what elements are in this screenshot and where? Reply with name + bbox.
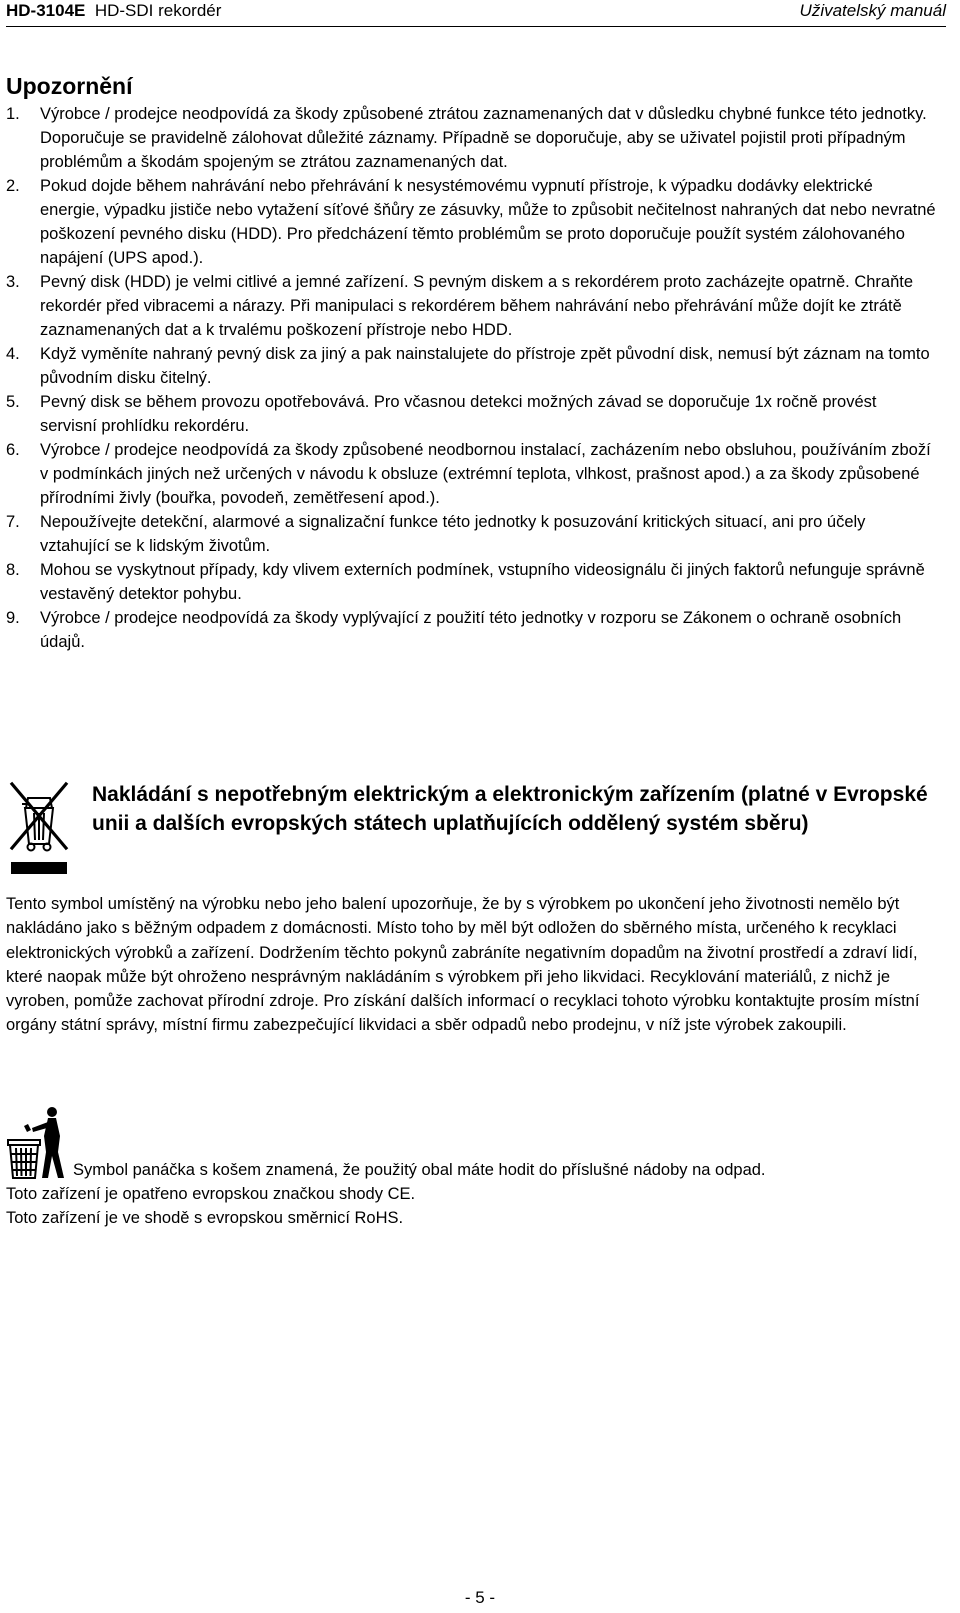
list-item — [6, 390, 936, 438]
header-manual: Uživatelský manuál — [799, 1, 946, 20]
warnings-list — [6, 102, 936, 654]
page-header — [6, 0, 946, 27]
compliance-text — [6, 1182, 415, 1230]
item-number: 4. — [6, 345, 20, 363]
item-number: 2. — [6, 177, 20, 195]
list-item — [6, 174, 936, 270]
person-with-bin-icon — [6, 1106, 68, 1180]
item-text: Výrobce / prodejce neodpovídá za škody způsobené ztrátou zaznamenaných dat v důsledku chybné funkce této jednotky. Doporučuje se pravidelně zálohovat důležité záznamy. Případně se doporučuje, aby se uživatel pojistil proti případným problémům a škodám spojeným se ztrátou zaznamenaných dat. — [40, 105, 927, 171]
item-text: Výrobce / prodejce neodpovídá za škody způsobené neodbornou instalací, zacházením nebo obsluhou, používáním zboží v podmínkách jiných než určených v návodu k obsluze (extrémní teplota, vlhkost, prašnost apod.) a za škody způsobené přírodními živly (bouřka, povodeň, zemětřesení apod.). — [40, 441, 931, 507]
item-text: Když vyměníte nahraný pevný disk za jiný a pak nainstalujete do přístroje zpět původní disk, nemusí být záznam na tomto původním disku čitelný. — [40, 345, 930, 387]
list-item — [6, 510, 936, 558]
list-item — [6, 558, 936, 606]
rohs-statement: Toto zařízení je ve shodě s evropskou směrnicí RoHS. — [6, 1209, 404, 1227]
header-model: HD-3104E — [6, 1, 86, 20]
item-number: 6. — [6, 441, 20, 459]
header-left — [6, 0, 221, 22]
ce-statement: Toto zařízení je opatřeno evropskou značkou shody CE. — [6, 1185, 416, 1203]
item-number: 3. — [6, 273, 20, 291]
item-text: Nepoužívejte detekční, alarmové a signalizační funkce této jednotky k posuzování kritických situací, ani pro účely vztahující se k lidským životům. — [40, 513, 866, 555]
header-subtitle: HD-SDI rekordér — [94, 1, 222, 20]
item-text: Výrobce / prodejce neodpovídá za škody vyplývající z použití této jednotky v rozporu se Zákonem o ochraně osobních údajů. — [40, 609, 902, 651]
weee-body: Tento symbol umístěný na výrobku nebo jeho balení upozorňuje, že by s výrobkem po ukončení jeho životnosti nemělo být nakládáno jako s běžným odpadem z domácnosti. Místo toho by měl být odložen do sběrného místa, určeného k recyklaci elektronických výrobků a zařízení. Dodržením těchto pokynů zabráníte negativním dopadům na životní prostředí a zdraví lidí, které naopak může být ohroženo nesprávným nakládáním s výrobkem při jeho likvidaci. Recyklování materiálů, z nichž je vyroben, pomůže zachovat přírodní zdroje. Pro získání dalších informací o recyklaci tohoto výrobku kontaktujte prosím místní orgány státní správy, místní firmu zabezpečující likvidaci a sběr odpadů nebo prodejnu, v níž jste výrobek zakoupili. — [6, 895, 920, 1035]
list-item — [6, 438, 936, 510]
page-number: - 5 - — [464, 1588, 496, 1607]
warnings-title: Upozornění — [6, 73, 133, 99]
item-text: Pokud dojde během nahrávání nebo přehrávání k nesystémovému vypnutí přístroje, k výpadku dodávky elektrické energie, výpadku jističe nebo vytažení síťové šňůry ze zásuvky, může to způsobit nečitelnost nahraných dat nebo nevratné poškození pevného disku (HDD). Pro předcházení těmto problémům se proto doporučuje použít systém zálohovaného napájení (UPS apod.). — [40, 177, 936, 267]
item-number: 1. — [6, 105, 20, 123]
list-item — [6, 342, 936, 390]
disposal-symbol-text: Symbol panáčka s košem znamená, že použitý obal máte hodit do příslušné nádoby na odpad. — [73, 1161, 766, 1179]
item-number: 9. — [6, 609, 20, 627]
weee-heading: Nakládání s nepotřebným elektrickým a elektronickým zařízením (platné v Evropské unii a dalších evropských státech uplatňujících oddělený systém sběru) — [92, 783, 928, 835]
list-item — [6, 102, 936, 174]
list-item — [6, 606, 936, 654]
item-number: 5. — [6, 393, 20, 411]
item-text: Pevný disk (HDD) je velmi citlivé a jemné zařízení. S pevným diskem a s rekordérem proto zacházejte opatrně. Chraňte rekordér před vibracemi a nárazy. Při manipulaci s rekordérem během nahrávání nebo přehrávání může dojít ke ztrátě zaznamenaných dat a k trvalému poškození přístroje nebo HDD. — [40, 273, 914, 339]
item-number: 8. — [6, 561, 20, 579]
crossed-out-wheelie-bin-icon — [8, 778, 70, 876]
item-text: Pevný disk se během provozu opotřebovává. Pro včasnou detekci možných závad se doporučuje 1x ročně provést servisní prohlídku rekordéru. — [40, 393, 877, 435]
item-number: 7. — [6, 513, 20, 531]
item-text: Mohou se vyskytnout případy, kdy vlivem externích podmínek, vstupního videosignálu či jiných faktorů nefunguje správně vestavěný detektor pohybu. — [40, 561, 925, 603]
list-item — [6, 270, 936, 342]
